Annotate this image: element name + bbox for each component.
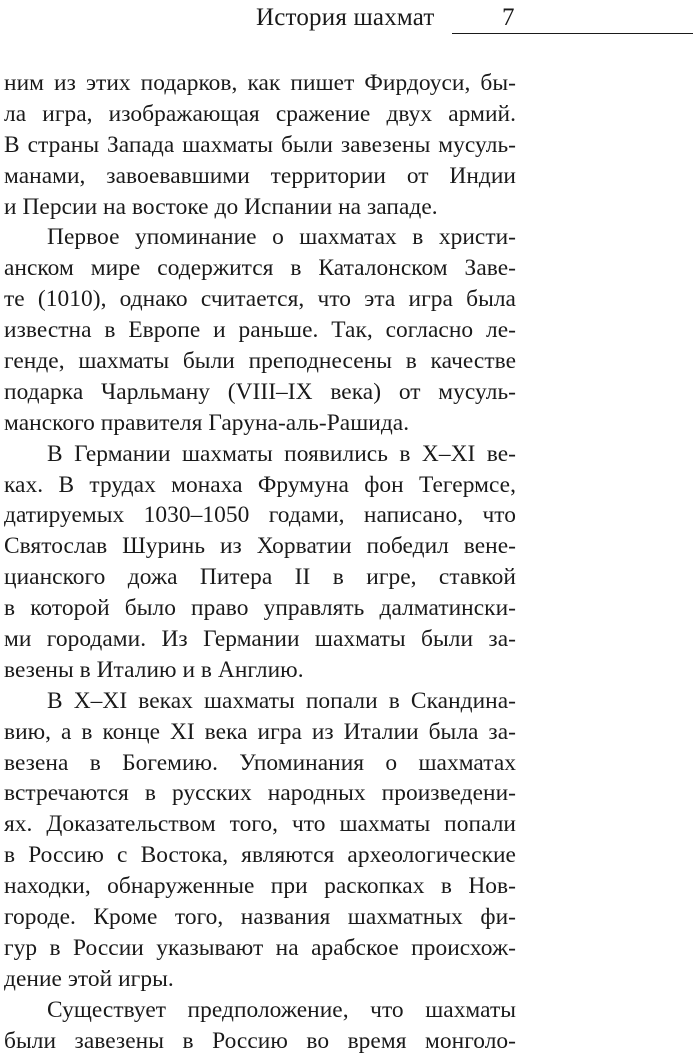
text-line: ним из этих подарков, как пишет Фирдоуси, бы- — [4, 70, 516, 96]
body-text — [4, 68, 516, 1057]
text-line: ках. В трудах монаха Фрумуна фон Тегермсе, — [4, 471, 516, 498]
running-head — [0, 0, 696, 40]
text-line: Существует предположение, что шахматы — [47, 996, 516, 1023]
running-head-rule — [452, 33, 693, 34]
text-line: дение этой игры. — [4, 965, 174, 992]
text-line: ла игра, изображающая сражение двух армий. — [4, 100, 516, 127]
text-line: везены в Италию и в Англию. — [4, 656, 304, 683]
text-line: Святослав Шуринь из Хорватии победил вене- — [4, 533, 516, 560]
text-line: известна в Европе и раньше. Так, согласно ле- — [4, 317, 516, 344]
text-line: находки, обнаруженные при раскопках в Нов- — [4, 873, 516, 900]
text-line: в Россию с Востока, являются археологические — [4, 842, 516, 869]
text-line: генде, шахматы были преподнесены в качестве — [4, 348, 516, 375]
text-line: были завезены в Россию во время монголо- — [4, 1027, 516, 1054]
text-line: манами, завоевавшими территории от Индии — [4, 162, 516, 189]
text-line: В страны Запада шахматы были завезены мусуль- — [4, 131, 516, 158]
text-line: В X–XI веках шахматы попали в Скандина- — [47, 687, 516, 714]
text-line: встречаются в русских народных произведени- — [4, 780, 516, 807]
text-line: и Персии на востоке до Испании на западе. — [4, 193, 438, 220]
text-line: манского правителя Гаруна-аль-Рашида. — [4, 409, 410, 436]
page-number: 7 — [502, 4, 515, 31]
text-line: те (1010), однако считается, что эта игра была — [4, 286, 516, 313]
text-line: городе. Кроме того, названия шахматных фи- — [4, 904, 516, 931]
text-line: анском мире содержится в Каталонском Заве- — [4, 255, 516, 282]
text-line: ми городами. Из Германии шахматы были за- — [4, 626, 516, 653]
text-line: подарка Чарльману (VIII–IX века) от мусуль- — [4, 378, 516, 405]
text-line: ях. Доказательством того, что шахматы попали — [4, 811, 516, 838]
text-line: цианского дожа Питера II в игре, ставкой — [4, 564, 516, 591]
text-line: датируемых 1030–1050 годами, написано, что — [4, 502, 516, 529]
text-line: Первое упоминание о шахматах в христи- — [47, 224, 516, 251]
text-line: В Германии шахматы появились в X–XI ве- — [47, 440, 516, 467]
running-head-title: История шахмат — [256, 4, 435, 31]
text-line: вию, а в конце XI века игра из Италии была за- — [4, 718, 516, 745]
text-line: в которой было право управлять далматински- — [4, 595, 516, 622]
text-line: гур в России указывают на арабское происхож- — [4, 934, 516, 961]
text-line: везена в Богемию. Упоминания о шахматах — [4, 749, 516, 776]
